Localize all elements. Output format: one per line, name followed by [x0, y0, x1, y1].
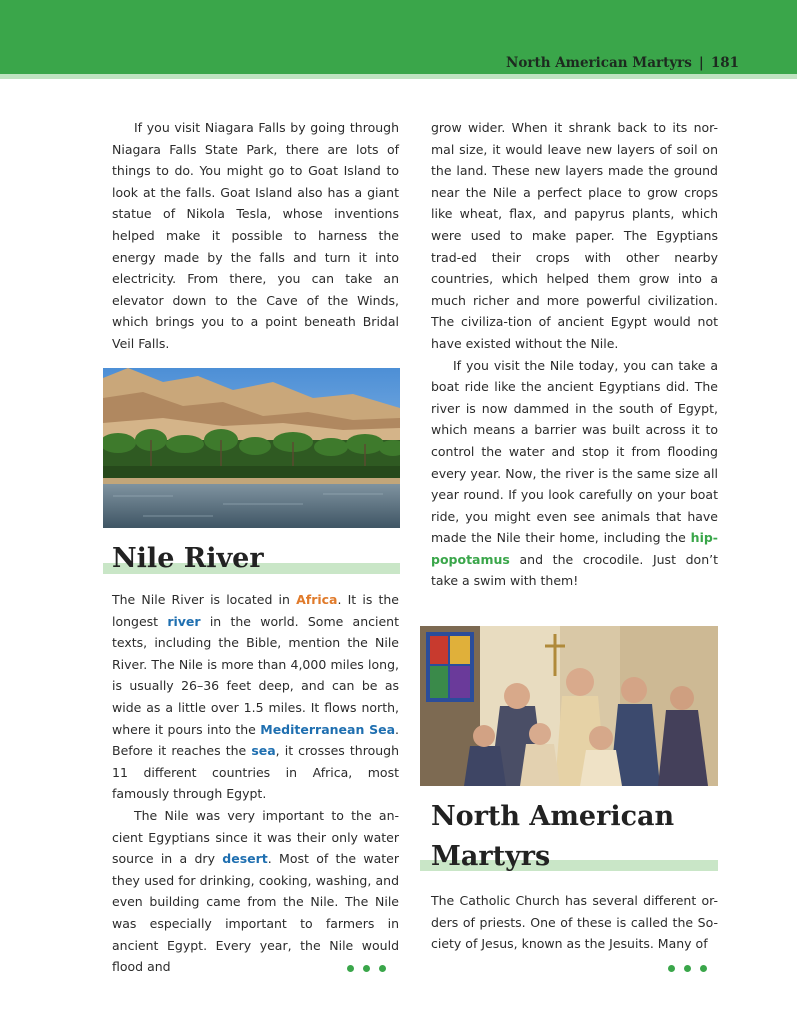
text-run: . Before it reaches the — [112, 721, 399, 759]
intro-paragraph: If you visit Niagara Falls by going through Niagara Falls State Park, there are lots of things to do. You might go to Goat Island to look at the falls. Goat Island also has a giant statue of Nikola Tesla, whose inventions helped make it possible to harness the energy made by the falls and turn it into electricity. From there, you can take an elevator down to the Cave of the Winds, which brings you to a point beneath Bridal Veil Falls. — [112, 120, 399, 351]
running-head-title: North American Martyrs — [506, 55, 692, 71]
dot — [700, 965, 707, 972]
right-dots-icon — [668, 965, 707, 972]
martyrs-paragraph-1: The Catholic Church has several different or-ders of priests. One of these is called the So-ciety of Jesus, known as the Jesuits. Many of — [431, 893, 718, 952]
text-run: . It is the longest — [112, 592, 399, 629]
running-head-separator: | — [698, 55, 704, 71]
keyword-sea-link[interactable]: sea — [251, 743, 276, 759]
dot — [684, 965, 691, 972]
nile-paragraph-3: grow wider. When it shrank back to its nor-mal size, it would leave new layers of soil on the land. These new layers made the ground near the Nile a perfect place to grow crops like wheat, flax, and papyrus plants, which were used to make paper. The Egyptians trad-ed their crops with other nearby countries, which helped them grow into a much richer and more powerful civilization. The civiliza-tion of ancient Egypt would not have existed without the Nile. — [431, 120, 718, 351]
page-number: 181 — [710, 55, 739, 71]
text-run: . Most of the water they used for drinking, cooking, washing, and even building came from the Nile. The Nile was especially important to farmers in ancient Egypt. Every year, the Nile would flood and — [112, 851, 399, 975]
nile-heading-block — [112, 539, 264, 579]
text-run: If you visit the Nile today, you can take a boat ride like the ancient Egyptians did. The river is now dammed in the south of Egypt, which means a barrier was built across it to control the water and stop it from flooding every year. Now, the river is the same size all year round. If you look carefully on your boat ride, you might even see animals that have made the Nile their home, including the — [431, 357, 718, 546]
text-run: The Nile River is located in — [112, 592, 297, 607]
nile-photo — [103, 368, 400, 528]
martyrs-heading-line-2: Martyrs — [431, 841, 551, 872]
nile-text-block — [112, 589, 399, 978]
dot — [347, 965, 354, 972]
text-run: The Nile was very important to the an-cient Egyptians since it was their only water source in a dry — [112, 807, 399, 867]
intro-text-block — [112, 117, 399, 355]
nile-paragraph-1 — [112, 589, 399, 805]
keyword-mediterranean-sea-link[interactable]: Mediterranean Sea — [260, 721, 396, 737]
nile-paragraph-2 — [112, 805, 399, 978]
keyword-desert-link[interactable]: desert — [222, 851, 268, 867]
text-run: in the world. Some ancient texts, including the Bible, mention the Nile River. The Nile is more than 4,000 miles long, is usually 26–36 feet deep, and can be as wide as a little over 1.5 miles. It flows north, where it pours into the — [112, 613, 399, 737]
left-dots-icon — [347, 965, 386, 972]
text-run: , it crosses through 11 different countries in Africa, most famously through Egypt. — [112, 743, 399, 802]
text-run: and the crocodile. Just don’t take a swim with them! — [431, 551, 718, 589]
header-stripe — [0, 74, 797, 79]
dot — [363, 965, 370, 972]
martyrs-text-block — [431, 890, 718, 955]
martyrs-heading-line-1: North American — [431, 801, 675, 832]
dot — [379, 965, 386, 972]
martyrs-photo — [420, 626, 718, 786]
martyrs-heading-block — [431, 797, 674, 877]
keyword-hippopotamus-link[interactable]: hip-popotamus — [431, 530, 718, 567]
dot — [668, 965, 675, 972]
right-text-block — [431, 117, 718, 592]
nile-river-heading: Nile River — [112, 543, 264, 574]
keyword-africa-link[interactable]: Africa — [296, 592, 338, 607]
keyword-river-link[interactable]: river — [167, 613, 201, 629]
running-head — [506, 55, 739, 71]
nile-paragraph-4 — [431, 355, 718, 593]
